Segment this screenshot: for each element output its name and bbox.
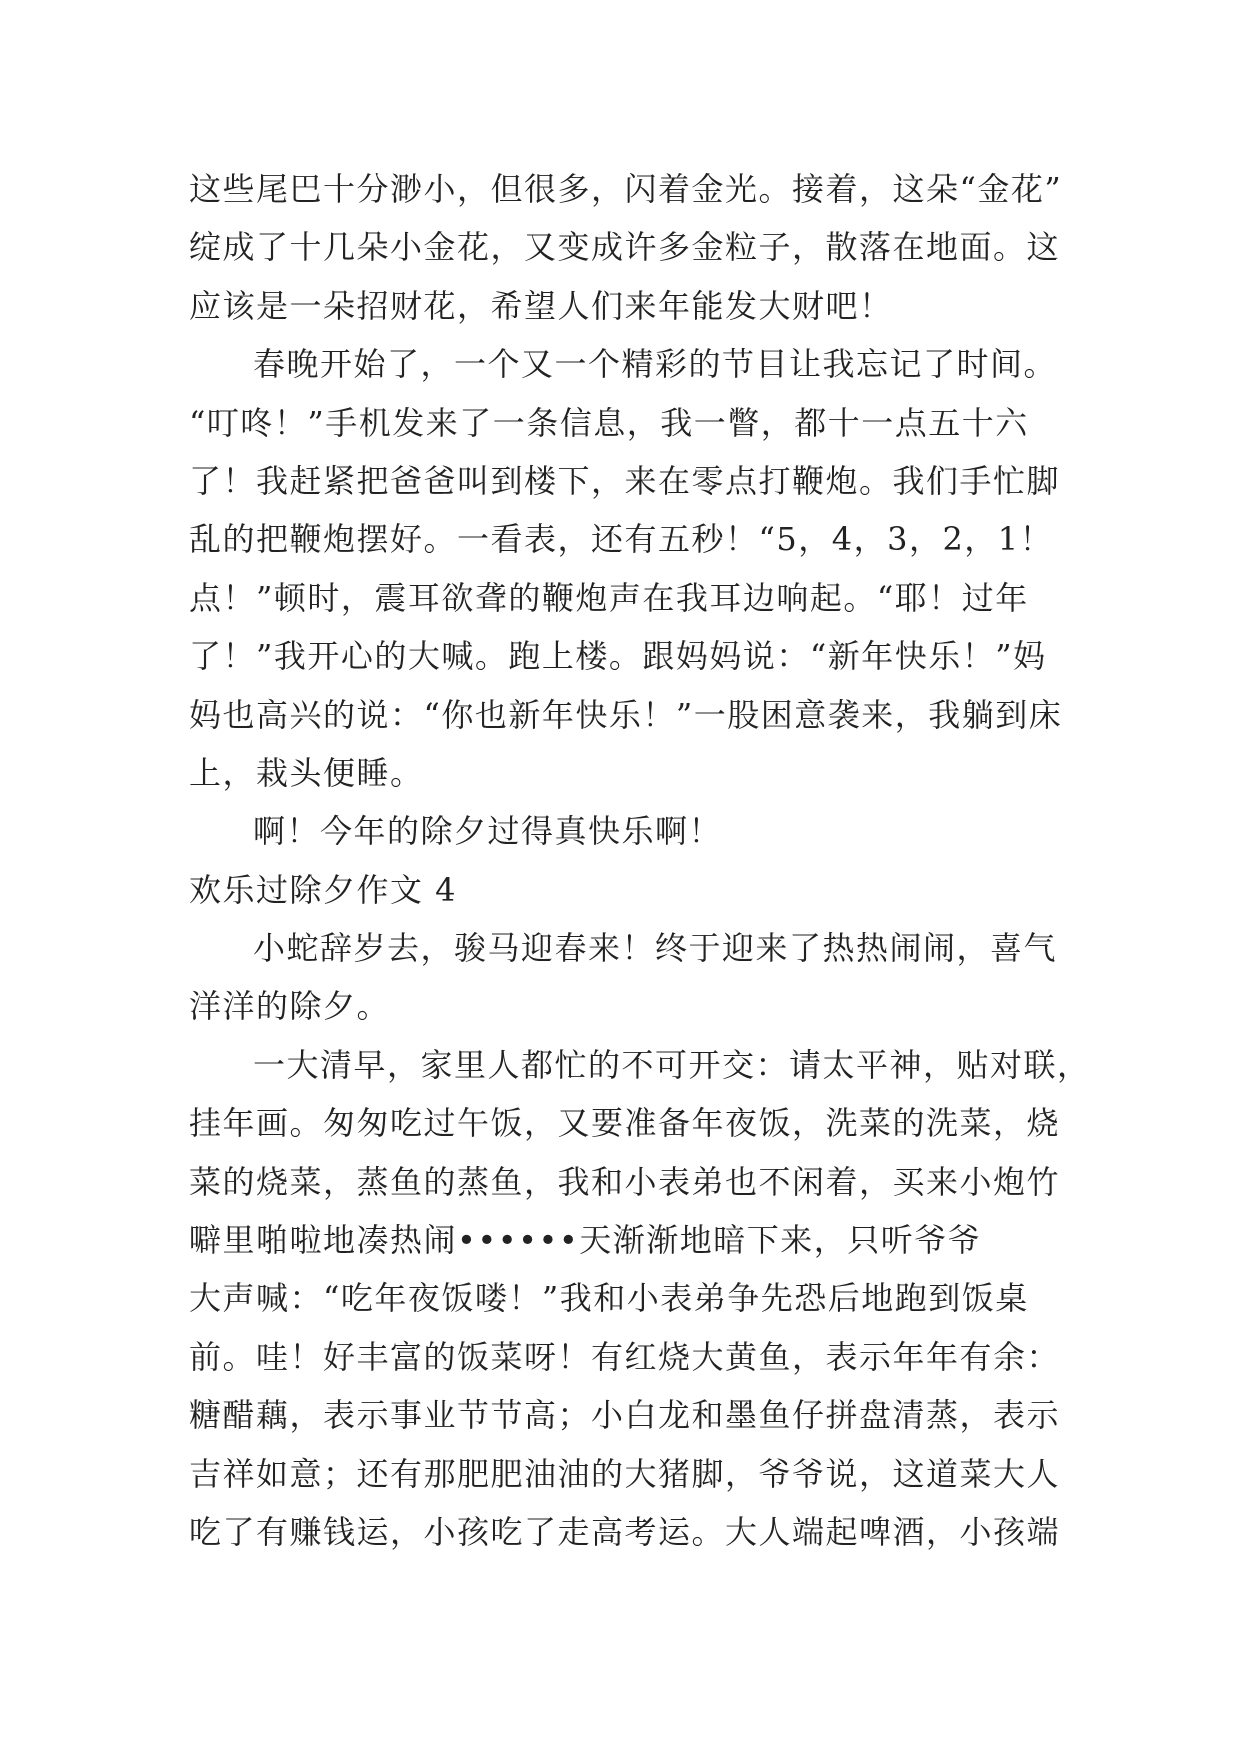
paragraph-line: 应该是一朵招财花，希望人们来年能发大财吧！: [189, 286, 893, 325]
paragraph-line: 点！”顿时，震耳欲聋的鞭炮声在我耳边响起。“耶！过年: [189, 578, 1029, 617]
essay-body: [189, 160, 1091, 1561]
paragraph-line: 噼里啪啦地凑热闹••••••天渐渐地暗下来，只听爷爷: [189, 1221, 982, 1260]
paragraph-line: 洋洋的除夕。: [189, 987, 391, 1026]
paragraph-line: 绽成了十几朵小金花，又变成许多金粒子，散落在地面。这: [189, 228, 1061, 267]
paragraph-line: 吃了有赚钱运，小孩吃了走高考运。大人端起啤酒，小孩端: [189, 1512, 1061, 1551]
paragraph-line: 了！”我开心的大喊。跑上楼。跟妈妈说：“新年快乐！”妈: [189, 637, 1047, 676]
paragraph-line: 妈也高兴的说：“你也新年快乐！”一股困意袭来，我躺到床: [189, 695, 1063, 734]
paragraph-line: 这些尾巴十分渺小，但很多，闪着金光。接着，这朵“金花”: [189, 170, 1063, 208]
paragraph-line: 小蛇辞岁去，骏马迎春来！终于迎来了热热闹闹，喜气: [253, 929, 1058, 968]
paragraph-line: 菜的烧菜，蒸鱼的蒸鱼，我和小表弟也不闲着，买来小炮竹: [189, 1162, 1061, 1201]
section-heading: 欢乐过除夕作文 4: [189, 870, 458, 909]
paragraph-line: 了！我赶紧把爸爸叫到楼下，来在零点打鞭炮。我们手忙脚: [189, 461, 1061, 500]
paragraph-line: 春晚开始了，一个又一个精彩的节目让我忘记了时间。: [253, 345, 1058, 384]
paragraph-line: 吉祥如意；还有那肥肥油油的大猪脚，爷爷说，这道菜大人: [189, 1454, 1061, 1493]
paragraph-line: 啊！今年的除夕过得真快乐啊！: [253, 812, 723, 851]
paragraph-line: “叮咚！”手机发来了一条信息，我一瞥，都十一点五十六: [189, 403, 1029, 442]
paragraph-line: 上，栽头便睡。: [189, 753, 424, 792]
paragraph-line: 乱的把鞭炮摆好。一看表，还有五秒！“5，4，3，2，1！: [189, 520, 1054, 559]
paragraph-line: 挂年画。匆匆吃过午饭，又要准备年夜饭，洗菜的洗菜，烧: [189, 1104, 1061, 1143]
paragraph-line: 大声喊：“吃年夜饭喽！”我和小表弟争先恐后地跑到饭桌: [189, 1279, 1029, 1318]
paragraph-line: 糖醋藕，表示事业节节高；小白龙和墨鱼仔拼盘清蒸，表示: [189, 1396, 1061, 1435]
paragraph-line: 一大清早，家里人都忙的不可开交：请太平神，贴对联，: [253, 1045, 1091, 1084]
paragraph-line: 前。哇！好丰富的饭菜呀！有红烧大黄鱼，表示年年有余：: [189, 1337, 1061, 1376]
